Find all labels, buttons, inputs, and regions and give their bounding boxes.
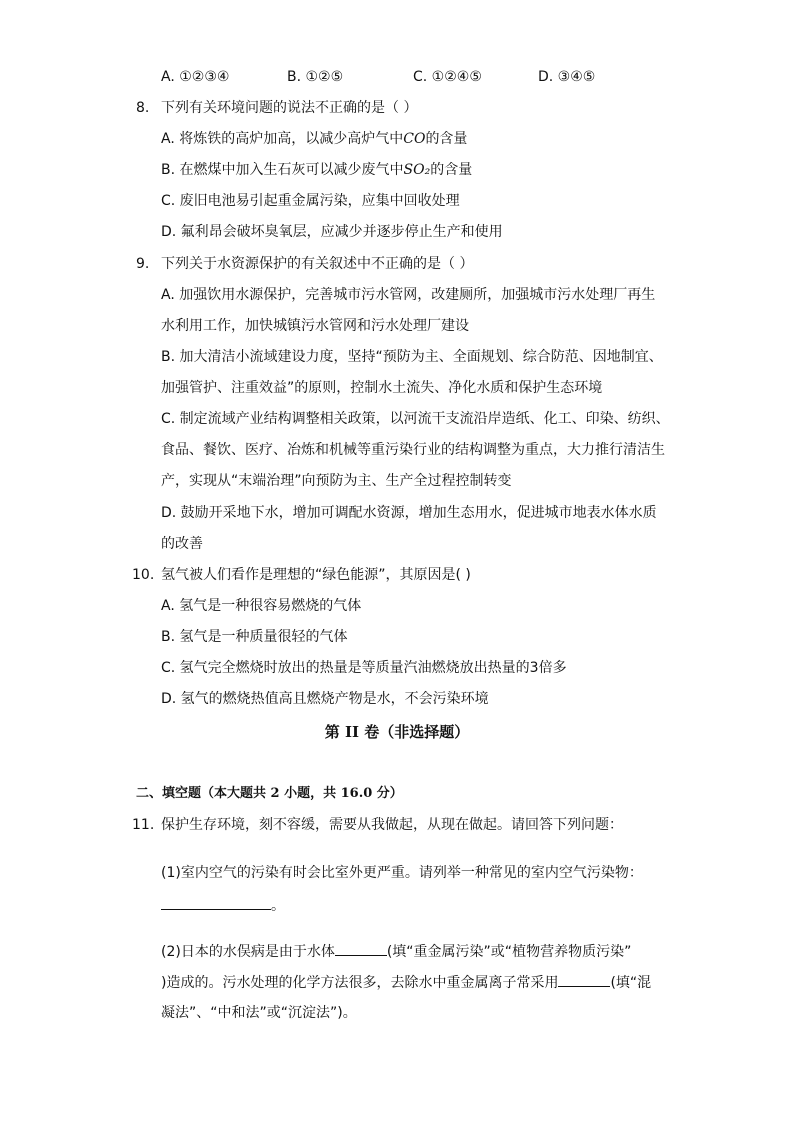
q9-option-d-line2: 的改善 (161, 536, 203, 552)
question-stem: 下列关于水资源保护的有关叙述中不正确的是（ ） (161, 256, 474, 272)
question-number: 9. (136, 256, 150, 272)
question-text: (填“混 (610, 975, 652, 991)
line-end: 。 (271, 898, 285, 914)
q8-option-d: D. 氟利昂会破坏臭氧层，应减少并逐步停止生产和使用 (161, 224, 503, 240)
q9-option-a-line2: 水利用工作，加快城镇污水管网和污水处理厂建设 (161, 318, 469, 334)
answer-blank[interactable] (335, 941, 387, 956)
chemical-formula: SO₂ (403, 162, 431, 178)
question-stem: 保护生存环境，刻不容缓，需要从我做起，从现在做起。请回答下列问题： (161, 817, 623, 833)
option-text: B. 在燃煤中加入生石灰可以减少废气中 (161, 162, 404, 178)
question-text: (2)日本的水俣病是由于水体 (161, 944, 335, 960)
section-title: 二、填空题（本大题共 2 小题，共 16.0 分） (136, 786, 403, 801)
q11-part2-line3: 凝法”、“中和法”或“沉淀法”)。 (161, 1005, 357, 1021)
q11-part2-line2 (161, 972, 651, 993)
q7-option-d: D. ③④⑤ (538, 69, 596, 85)
q7-option-b: B. ①②⑤ (287, 69, 344, 85)
question-number: 10. (132, 567, 155, 583)
answer-blank[interactable] (558, 972, 610, 987)
option-text: A. 将炼铁的高炉加高，以减少高炉气中 (161, 131, 404, 147)
chemical-formula: CO (403, 131, 426, 147)
option-text: 的含量 (430, 162, 473, 178)
q8-option-a (161, 129, 467, 149)
q9-option-c-line1: C. 制定流域产业结构调整相关政策，以河流干支流沿岸造纸、化工、印染、纺织、 (161, 411, 670, 427)
q9-option-d-line1: D. 鼓励开采地下水，增加可调配水资源，增加生态用水，促进城市地表水体水质 (161, 505, 657, 521)
q8-option-b (161, 160, 472, 180)
question-number: 8. (136, 100, 150, 116)
question-stem: 下列有关环境问题的说法不正确的是（ ） (161, 100, 418, 116)
q9-option-b-line1: B. 加大清洁小流域建设力度，坚持“预防为主、全面规划、综合防范、因地制宜、 (161, 349, 663, 365)
question-number: 11. (132, 817, 155, 833)
q7-option-a: A. ①②③④ (161, 69, 230, 85)
q7-option-c: C. ①②④⑤ (413, 69, 482, 85)
question-stem: 氢气被人们看作是理想的“绿色能源”，其原因是( ) (161, 567, 471, 583)
q11-part1-line1: (1)室内空气的污染有时会比室外更严重。请列举一种常见的室内空气污染物： (161, 865, 643, 881)
answer-blank[interactable] (161, 895, 271, 910)
q10-option-c: C. 氢气完全燃烧时放出的热量是等质量汽油燃烧放出热量的3倍多 (161, 660, 567, 676)
q10-option-a: A. 氢气是一种很容易燃烧的气体 (161, 598, 362, 614)
option-text: 的含量 (425, 131, 468, 147)
q9-option-a-line1: A. 加强饮用水源保护，完善城市污水管网，改建厕所，加强城市污水处理厂再生 (161, 287, 656, 303)
q11-part2-line1 (161, 941, 631, 962)
question-text: (填“重金属污染”或“植物营养物质污染” (386, 944, 632, 960)
part-heading: 第 II 卷（非选择题） (324, 723, 470, 741)
q8-option-c: C. 废旧电池易引起重金属污染，应集中回收处理 (161, 193, 460, 209)
q10-option-b: B. 氢气是一种质量很轻的气体 (161, 629, 348, 645)
q9-option-c-line2: 食品、餐饮、医疗、冶炼和机械等重污染行业的结构调整为重点，大力推行清洁生 (161, 442, 665, 458)
q9-option-b-line2: 加强管护、注重效益”的原则，控制水土流失、净化水质和保护生态环境 (161, 380, 603, 396)
question-text: )造成的。污水处理的化学方法很多，去除水中重金属离子常采用 (161, 975, 559, 991)
q9-option-c-line3: 产，实现从“末端治理”向预防为主、生产全过程控制转变 (161, 473, 512, 489)
q10-option-d: D. 氢气的燃烧热值高且燃烧产物是水，不会污染环境 (161, 691, 489, 707)
q11-part1-line2 (161, 895, 285, 916)
